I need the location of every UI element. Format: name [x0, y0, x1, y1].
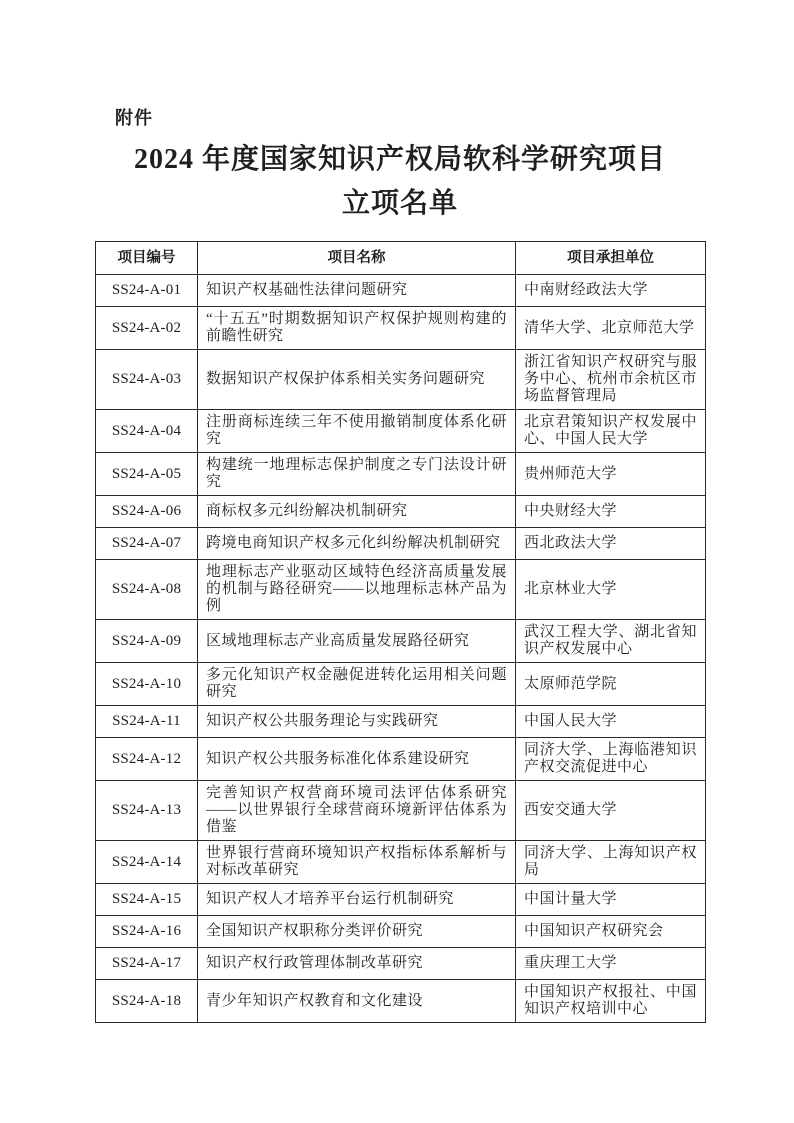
project-id-cell: SS24-A-17 — [96, 948, 198, 980]
table-row — [96, 706, 706, 738]
project-name-cell: 数据知识产权保护体系相关实务问题研究 — [198, 350, 516, 410]
project-id-cell: SS24-A-07 — [96, 528, 198, 560]
project-name-cell: 知识产权公共服务标准化体系建设研究 — [198, 738, 516, 781]
project-id-cell: SS24-A-14 — [96, 841, 198, 884]
project-name-cell: 区域地理标志产业高质量发展路径研究 — [198, 620, 516, 663]
project-unit-cell: 北京林业大学 — [516, 560, 706, 620]
project-unit-cell: 武汉工程大学、湖北省知识产权发展中心 — [516, 620, 706, 663]
header-project-name: 项目名称 — [198, 242, 516, 275]
table-row — [96, 496, 706, 528]
project-table-body — [96, 275, 706, 1023]
table-row — [96, 453, 706, 496]
project-unit-cell: 同济大学、上海知识产权局 — [516, 841, 706, 884]
table-row — [96, 980, 706, 1023]
project-unit-cell: 清华大学、北京师范大学 — [516, 307, 706, 350]
table-row — [96, 916, 706, 948]
project-id-cell: SS24-A-08 — [96, 560, 198, 620]
header-project-unit: 项目承担单位 — [516, 242, 706, 275]
project-id-cell: SS24-A-03 — [96, 350, 198, 410]
table-row — [96, 275, 706, 307]
table-row — [96, 620, 706, 663]
project-name-cell: 知识产权公共服务理论与实践研究 — [198, 706, 516, 738]
project-id-cell: SS24-A-10 — [96, 663, 198, 706]
project-name-cell: 多元化知识产权金融促进转化运用相关问题研究 — [198, 663, 516, 706]
page-title-line-1: 2024 年度国家知识产权局软科学研究项目 — [133, 144, 666, 175]
project-unit-cell: 太原师范学院 — [516, 663, 706, 706]
table-row — [96, 663, 706, 706]
project-name-cell: 青少年知识产权教育和文化建设 — [198, 980, 516, 1023]
table-header-row — [96, 242, 706, 275]
project-id-cell: SS24-A-16 — [96, 916, 198, 948]
project-table — [95, 241, 706, 1023]
table-row — [96, 560, 706, 620]
project-id-cell: SS24-A-13 — [96, 781, 198, 841]
project-unit-cell: 中国人民大学 — [516, 706, 706, 738]
project-name-cell: 地理标志产业驱动区域特色经济高质量发展的机制与路径研究——以地理标志林产品为例 — [198, 560, 516, 620]
project-id-cell: SS24-A-06 — [96, 496, 198, 528]
project-id-cell: SS24-A-05 — [96, 453, 198, 496]
table-row — [96, 307, 706, 350]
table-row — [96, 948, 706, 980]
project-id-cell: SS24-A-15 — [96, 884, 198, 916]
project-name-cell: 全国知识产权职称分类评价研究 — [198, 916, 516, 948]
project-id-cell: SS24-A-09 — [96, 620, 198, 663]
project-id-cell: SS24-A-11 — [96, 706, 198, 738]
project-unit-cell: 贵州师范大学 — [516, 453, 706, 496]
project-unit-cell: 同济大学、上海临港知识产权交流促进中心 — [516, 738, 706, 781]
table-row — [96, 738, 706, 781]
project-id-cell: SS24-A-01 — [96, 275, 198, 307]
project-name-cell: 跨境电商知识产权多元化纠纷解决机制研究 — [198, 528, 516, 560]
project-id-cell: SS24-A-12 — [96, 738, 198, 781]
project-name-cell: 构建统一地理标志保护制度之专门法设计研究 — [198, 453, 516, 496]
attachment-label: 附件 — [115, 108, 153, 128]
project-id-cell: SS24-A-02 — [96, 307, 198, 350]
project-id-cell: SS24-A-04 — [96, 410, 198, 453]
project-name-cell: 知识产权基础性法律问题研究 — [198, 275, 516, 307]
table-row — [96, 841, 706, 884]
project-name-cell: 注册商标连续三年不使用撤销制度体系化研究 — [198, 410, 516, 453]
table-row — [96, 528, 706, 560]
project-unit-cell: 中南财经政法大学 — [516, 275, 706, 307]
header-project-id: 项目编号 — [96, 242, 198, 275]
project-id-cell: SS24-A-18 — [96, 980, 198, 1023]
project-unit-cell: 浙江省知识产权研究与服务中心、杭州市余杭区市场监督管理局 — [516, 350, 706, 410]
project-name-cell: “十五五”时期数据知识产权保护规则构建的前瞻性研究 — [198, 307, 516, 350]
project-name-cell: 知识产权人才培养平台运行机制研究 — [198, 884, 516, 916]
project-name-cell: 完善知识产权营商环境司法评估体系研究——以世界银行全球营商环境新评估体系为借鉴 — [198, 781, 516, 841]
project-unit-cell: 西北政法大学 — [516, 528, 706, 560]
project-unit-cell: 中国计量大学 — [516, 884, 706, 916]
table-row — [96, 410, 706, 453]
project-name-cell: 世界银行营商环境知识产权指标体系解析与对标改革研究 — [198, 841, 516, 884]
page-title-line-2: 立项名单 — [341, 188, 458, 219]
table-row — [96, 781, 706, 841]
table-row — [96, 884, 706, 916]
project-unit-cell: 中央财经大学 — [516, 496, 706, 528]
project-unit-cell: 中国知识产权研究会 — [516, 916, 706, 948]
project-unit-cell: 中国知识产权报社、中国知识产权培训中心 — [516, 980, 706, 1023]
project-unit-cell: 西安交通大学 — [516, 781, 706, 841]
project-unit-cell: 北京君策知识产权发展中心、中国人民大学 — [516, 410, 706, 453]
project-unit-cell: 重庆理工大学 — [516, 948, 706, 980]
project-name-cell: 商标权多元纠纷解决机制研究 — [198, 496, 516, 528]
page-title — [95, 138, 705, 226]
table-row — [96, 350, 706, 410]
project-name-cell: 知识产权行政管理体制改革研究 — [198, 948, 516, 980]
